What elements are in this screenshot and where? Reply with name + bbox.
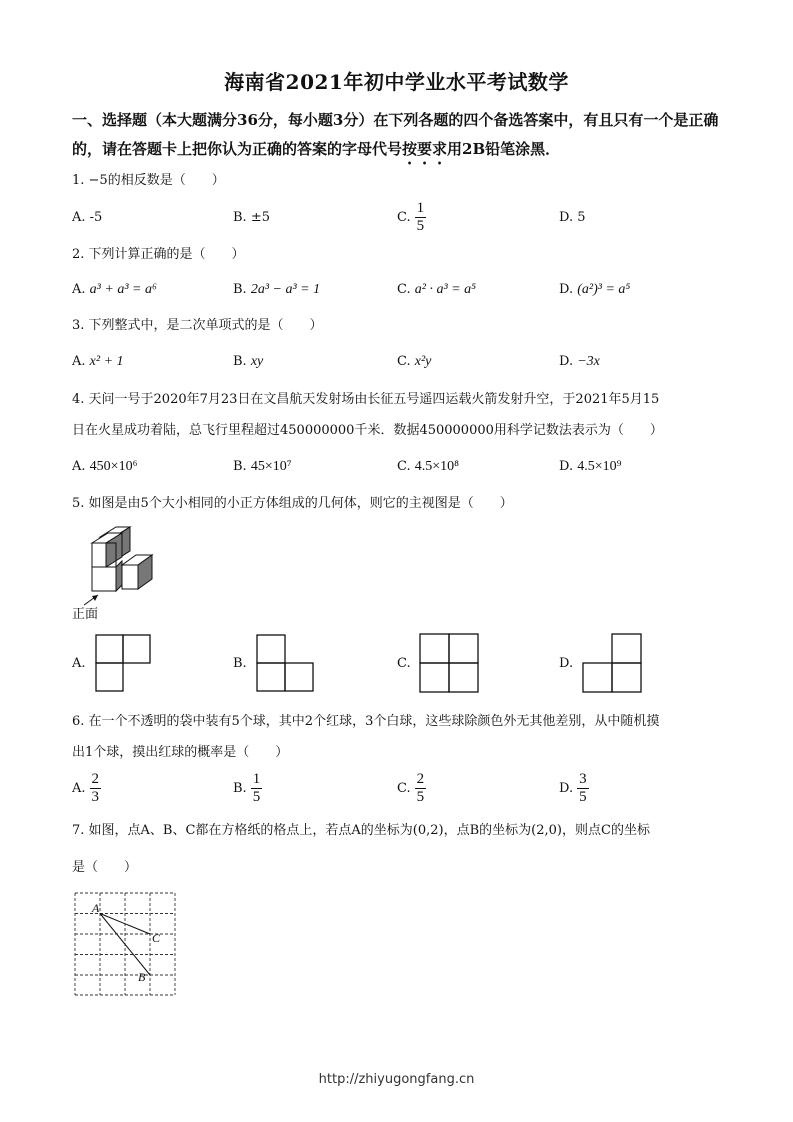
fraction bbox=[577, 771, 589, 806]
option-letter: C. bbox=[397, 781, 411, 796]
q2-option-d bbox=[559, 282, 630, 298]
option-letter: B. bbox=[233, 354, 247, 369]
question-7-stem-line-1: 7. 如图，点A、B、C都在方格纸的格点上，若点A的坐标为(0,2)，点B的坐标为(2,0)，则点C的坐标 bbox=[72, 823, 650, 838]
q1-option-c bbox=[397, 200, 426, 235]
math-expression: 4.5×10⁹ bbox=[577, 459, 622, 474]
question-1-stem: 1. −5的相反数是（ ） bbox=[72, 173, 225, 188]
question-3-stem: 3. 下列整式中，是二次单项式的是（ ） bbox=[72, 318, 323, 333]
option-letter: C. bbox=[397, 354, 411, 369]
option-letter: B. bbox=[233, 781, 247, 796]
q3-option-d bbox=[559, 354, 600, 370]
q4-option-b bbox=[233, 459, 292, 475]
q5-option-d-figure bbox=[582, 633, 644, 695]
cube-front-face bbox=[92, 543, 106, 567]
option-letter: D. bbox=[559, 354, 574, 369]
question-6-stem-line-1: 6. 在一个不透明的袋中装有5个球，其中2个红球，3个白球，这些球除颜色外无其他差别，从中随机摸 bbox=[72, 714, 660, 729]
point-a-label: A bbox=[92, 901, 100, 915]
fraction-numerator: 1 bbox=[252, 771, 261, 787]
math-expression: (a²)³ = a⁵ bbox=[577, 282, 631, 297]
question-6-stem-line-2: 出1个球，摸出红球的概率是（ ） bbox=[72, 745, 289, 760]
q2-option-c bbox=[397, 282, 476, 298]
grid-figure bbox=[74, 892, 178, 998]
q4-option-d bbox=[559, 459, 622, 475]
fraction-denominator: 5 bbox=[416, 218, 425, 234]
option-letter: C. bbox=[397, 459, 411, 474]
question-7-stem-line-2: 是（ ） bbox=[72, 860, 138, 875]
section-heading-emphasis: 按要求 bbox=[402, 140, 448, 158]
option-letter: B. bbox=[233, 282, 247, 297]
front-view-label: 正面 bbox=[72, 607, 99, 622]
section-heading-text-end: 用2B铅笔涂黑． bbox=[447, 140, 561, 158]
math-expression: 450×10⁶ bbox=[89, 459, 138, 474]
q1-option-d: D. 5 bbox=[559, 210, 586, 225]
question-5-stem: 5. 如图是由5个大小相同的小正方体组成的几何体，则它的主视图是（ ） bbox=[72, 496, 513, 511]
fraction-denominator: 5 bbox=[579, 789, 587, 805]
point-b-label: B bbox=[138, 970, 146, 984]
option-letter: D. bbox=[559, 282, 574, 297]
q5-option-b-figure bbox=[256, 634, 316, 694]
q5-option-c-figure bbox=[419, 633, 481, 695]
q6-option-d bbox=[559, 771, 589, 806]
q4-option-c bbox=[397, 459, 459, 475]
fraction bbox=[415, 200, 427, 235]
q3-option-c bbox=[397, 354, 431, 370]
q5-option-b: B. bbox=[233, 656, 247, 671]
fraction-numerator: 2 bbox=[91, 771, 100, 787]
option-letter: A. bbox=[72, 354, 86, 369]
cube-front-face bbox=[92, 567, 116, 591]
option-letter: C. bbox=[397, 282, 411, 297]
fraction bbox=[90, 771, 102, 806]
math-expression: −3x bbox=[577, 354, 600, 369]
q2-option-a bbox=[72, 282, 157, 298]
math-expression: x² + 1 bbox=[89, 354, 124, 369]
fraction-numerator: 3 bbox=[579, 771, 587, 787]
question-4-stem-line-2: 日在火星成功着陆，总飞行里程超过450000000千米．数据450000000用科学记数法表示为（ ） bbox=[72, 423, 663, 438]
question-4-stem-line-1: 4. 天问一号于2020年7月23日在文昌航天发射场由长征五号遥四运载火箭发射升空，于2021年5月15 bbox=[72, 392, 660, 407]
question-2-stem: 2. 下列计算正确的是（ ） bbox=[72, 247, 245, 262]
math-expression: 2a³ − a³ = 1 bbox=[250, 282, 321, 297]
option-letter: D. bbox=[559, 459, 574, 474]
q6-option-b bbox=[233, 771, 262, 806]
math-expression: a² · a³ = a⁵ bbox=[414, 282, 476, 297]
option-letter: A. bbox=[72, 781, 86, 796]
math-expression: 4.5×10⁸ bbox=[414, 459, 460, 474]
q6-option-c bbox=[397, 771, 426, 806]
q5-option-a: A. bbox=[72, 656, 86, 671]
math-expression: 45×10⁷ bbox=[250, 459, 292, 474]
q5-option-a-figure bbox=[95, 634, 155, 694]
fraction bbox=[251, 771, 263, 806]
section-heading bbox=[72, 106, 732, 168]
fraction-denominator: 5 bbox=[252, 789, 261, 805]
option-letter: A. bbox=[72, 459, 86, 474]
point-c-label: C bbox=[152, 931, 161, 945]
fraction-denominator: 5 bbox=[416, 789, 425, 805]
q5-option-c: C. bbox=[397, 656, 411, 671]
math-expression: a³ + a³ = a⁶ bbox=[89, 282, 157, 297]
fraction-numerator: 1 bbox=[416, 200, 425, 216]
q1-option-b: B. ±5 bbox=[233, 210, 270, 225]
math-expression: xy bbox=[250, 354, 264, 369]
option-letter: A. bbox=[72, 282, 86, 297]
math-expression: x²y bbox=[414, 354, 432, 369]
option-letter: B. bbox=[233, 459, 247, 474]
q5-option-d: D. bbox=[559, 656, 574, 671]
fraction-denominator: 3 bbox=[91, 789, 100, 805]
q6-option-a bbox=[72, 771, 101, 806]
q3-option-b bbox=[233, 354, 263, 370]
arrow-head bbox=[92, 595, 98, 601]
q1-option-a: A. -5 bbox=[72, 210, 103, 225]
q4-option-a bbox=[72, 459, 137, 475]
cube-front-face bbox=[122, 565, 138, 589]
option-letter: D. bbox=[559, 781, 574, 796]
fraction-numerator: 2 bbox=[416, 771, 425, 787]
option-letter: C. bbox=[397, 210, 411, 225]
page-title: 海南省2021年初中学业水平考试数学 bbox=[224, 70, 569, 94]
footer-url: http://zhiyugongfang.cn bbox=[318, 1072, 475, 1087]
fraction bbox=[415, 771, 427, 806]
q3-option-a bbox=[72, 354, 124, 370]
q2-option-b bbox=[233, 282, 320, 298]
section-heading-text: 一、选择题（本大题满分36分，每小题3分）在下列各题的四个备选答案中，有且只有一个是正确的，请在答题卡上把你认为正确的答案的字母代号 bbox=[72, 111, 719, 158]
